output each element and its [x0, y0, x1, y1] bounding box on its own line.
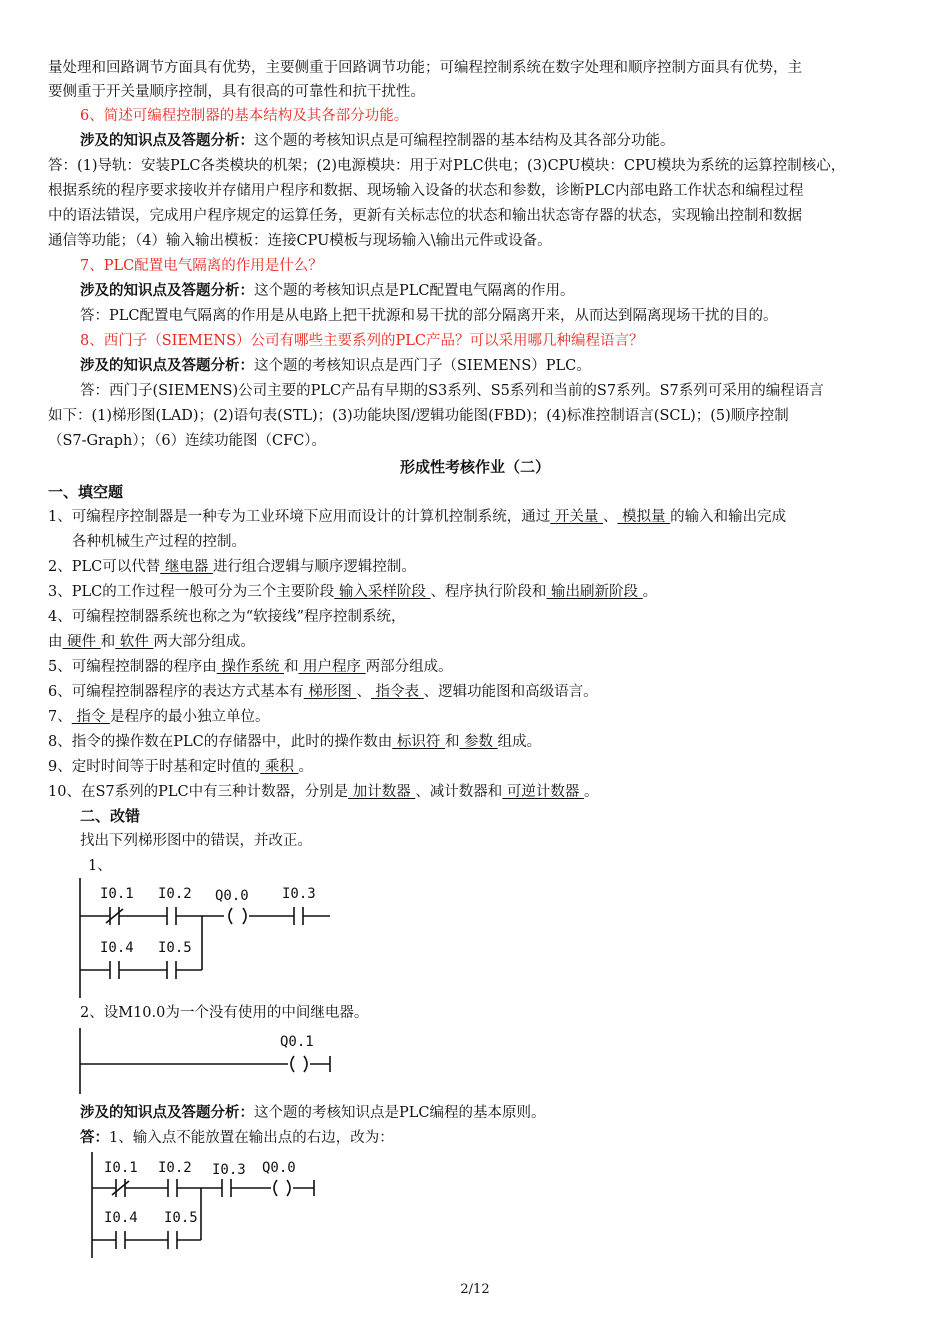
fill-item-5	[48, 657, 453, 677]
analysis-label: 涉及的知识点及答题分析：	[80, 132, 254, 149]
blank-answer: 梯形图	[303, 684, 357, 700]
blank-answer: 用户程序	[298, 659, 366, 675]
blank-answer: 参数	[459, 734, 498, 750]
item-text: 和	[100, 634, 116, 650]
ladder-diagram-2	[62, 1028, 352, 1096]
analysis-label: 涉及的知识点及答题分析：	[80, 357, 254, 374]
coil-label: Q0.0	[215, 888, 249, 904]
item-text: 组成。	[497, 734, 542, 750]
item-text: 、	[356, 684, 371, 700]
item-text: 进行组合逻辑与顺序逻辑控制。	[212, 559, 416, 575]
correction-heading: 二、改错	[80, 807, 141, 825]
item-text: 。	[584, 784, 599, 800]
answer-line: 答：西门子(SIEMENS)公司主要的PLC产品有早期的S3系列、S5系列和当前的S7系列。S7系列可采用的编程语言	[80, 383, 824, 399]
blank-answer: 乘积	[260, 759, 299, 775]
item-text: 、	[602, 509, 618, 525]
item-text: 。	[642, 584, 658, 600]
answer-line: 根据系统的程序要求接收并存储用户程序和数据、现场输入设备的状态和参数，诊断PLC内部电路工作状态和编程过程	[48, 183, 804, 199]
page-number: 2/12	[460, 1282, 490, 1297]
answer-line: 答：(1)导轨：安装PLC各类模块的机架；(2)电源模块：用于对PLC供电；(3)CPU模块：CPU模块为系统的运算控制核心，	[48, 158, 846, 174]
answer-line: （S7-Graph）；（6）连续功能图（CFC）。	[48, 433, 327, 449]
analysis-line	[80, 281, 574, 301]
question-7-title: 7、PLC配置电气隔离的作用是什么？	[80, 258, 323, 274]
fill-item-10	[48, 782, 599, 802]
answer-line	[80, 1128, 394, 1148]
blank-answer: 操作系统	[216, 659, 284, 675]
contact-label: I0.3	[282, 886, 316, 902]
fill-item-8	[48, 732, 541, 752]
contact-label: I0.4	[100, 940, 134, 956]
fill-item-4: 4、可编程控制器系统也称之为“软接线”程序控制系统，	[48, 609, 406, 625]
item-text: 、逻辑功能图和高级语言。	[423, 684, 598, 700]
ladder-diagram-3	[76, 1152, 336, 1262]
analysis-line	[80, 356, 591, 376]
analysis-text: 这个题的考核知识点是可编程控制器的基本结构及其各部分功能。	[254, 133, 675, 149]
answer-line: 中的语法错误，完成用户程序规定的运算任务，更新有关标志位的状态和输出状态寄存器的状态，实现输出控制和数据	[48, 208, 802, 224]
contact-label: I0.5	[164, 1210, 198, 1226]
contact-label: I0.5	[158, 940, 192, 956]
blank-answer: 指令	[71, 709, 110, 725]
fill-item-7	[48, 707, 269, 727]
contact-label: I0.1	[100, 886, 134, 902]
ladder-diagram-1	[60, 878, 360, 998]
item-text: 和	[283, 659, 299, 675]
contact-label: I0.2	[158, 886, 192, 902]
item-text: 的输入和输出完成	[670, 509, 787, 525]
fill-item-4-cont	[48, 632, 255, 652]
answer-line: 答：PLC配置电气隔离的作用是从电路上把干扰源和易干扰的部分隔离开来，从而达到隔离现场干扰的目的。	[80, 308, 778, 324]
fill-blank-heading: 一、填空题	[48, 483, 124, 501]
item-text: 2、PLC可以代替	[48, 559, 161, 575]
blank-answer: 输入采样阶段	[334, 584, 431, 600]
blank-answer: 开关量	[550, 509, 603, 525]
question-8-title: 8、西门子（SIEMENS）公司有哪些主要系列的PLC产品？可以采用哪几种编程语言？	[80, 333, 644, 349]
analysis-text: 这个题的考核知识点是西门子（SIEMENS）PLC。	[254, 358, 591, 374]
item-text: 1、可编程序控制器是一种专为工业环境下应用而设计的计算机控制系统，通过	[48, 509, 551, 525]
contact-label: I0.3	[212, 1162, 246, 1178]
analysis-line	[80, 131, 675, 151]
question-6-title: 6、简述可编程控制器的基本结构及其各部分功能。	[80, 108, 409, 124]
item-text: 。	[298, 759, 313, 775]
fill-item-2	[48, 557, 416, 577]
item-text: 、减计数器和	[415, 784, 503, 800]
item-text: 8、指令的操作数在PLC的存储器中，此时的操作数由	[48, 734, 393, 750]
blank-answer: 软件	[115, 634, 154, 650]
analysis-text: 这个题的考核知识点是PLC配置电气隔离的作用。	[254, 283, 575, 299]
blank-answer: 继电器	[160, 559, 213, 575]
item-text: 由	[48, 634, 63, 650]
section-title: 形成性考核作业（二）	[399, 458, 550, 476]
blank-answer: 硬件	[62, 634, 101, 650]
analysis-label: 涉及的知识点及答题分析：	[80, 282, 254, 299]
item-text: 、程序执行阶段和	[430, 584, 547, 600]
answer-label: 答：	[80, 1129, 109, 1146]
blank-answer: 加计数器	[348, 784, 416, 800]
analysis-label: 涉及的知识点及答题分析：	[80, 1104, 254, 1121]
problem-2-label: 2、设M10.0为一个没有使用的中间继电器。	[80, 1005, 369, 1021]
item-text: 7、	[48, 709, 72, 725]
item-text: 10、在S7系列的PLC中有三种计数器，分别是	[48, 784, 349, 800]
answer-text: 1、输入点不能放置在输出点的右边，改为：	[109, 1130, 394, 1146]
answer-line: 如下：(1)梯形图(LAD)；(2)语句表(STL)；(3)功能块图/逻辑功能图(FBD)；(4)标准控制语言(SCL)；(5)顺序控制	[48, 408, 789, 424]
contact-label: I0.2	[158, 1160, 192, 1176]
item-text: 是程序的最小独立单位。	[109, 709, 270, 725]
fill-item-1-cont: 各种机械生产过程的控制。	[72, 534, 246, 550]
blank-answer: 可逆计数器	[502, 784, 585, 800]
fill-item-6	[48, 682, 598, 702]
item-text: 5、可编程控制器的程序由	[48, 659, 217, 675]
item-text: 3、PLC的工作过程一般可分为三个主要阶段	[48, 584, 335, 600]
item-text: 和	[444, 734, 460, 750]
problem-1-label: 1、	[88, 858, 112, 874]
correction-intro: 找出下列梯形图中的错误，并改正。	[80, 833, 312, 849]
fill-item-3	[48, 582, 657, 602]
fill-item-9	[48, 757, 313, 777]
coil-label: Q0.1	[280, 1034, 314, 1050]
blank-answer: 输出刷新阶段	[546, 584, 643, 600]
paragraph-line: 要侧重于开关量顺序控制，具有很高的可靠性和抗干扰性。	[48, 84, 425, 100]
contact-label: I0.4	[104, 1210, 138, 1226]
contact-label: I0.1	[104, 1160, 138, 1176]
blank-answer: 指令表	[370, 684, 424, 700]
analysis-line	[80, 1103, 545, 1123]
blank-answer: 模拟量	[617, 509, 671, 525]
coil-label: Q0.0	[262, 1160, 296, 1176]
blank-answer: 标识符	[392, 734, 445, 750]
paragraph-line: 量处理和回路调节方面具有优势，主要侧重于回路调节功能；可编程控制系统在数字处理和顺序控制方面具有优势，主	[48, 60, 802, 76]
item-text: 两部分组成。	[365, 659, 453, 675]
analysis-text: 这个题的考核知识点是PLC编程的基本原则。	[254, 1105, 546, 1121]
fill-item-1	[48, 507, 786, 527]
item-text: 9、定时时间等于时基和定时值的	[48, 759, 261, 775]
item-text: 6、可编程控制器程序的表达方式基本有	[48, 684, 304, 700]
answer-line: 通信等功能；（4）输入输出模板：连接CPU模板与现场输入\输出元件或设备。	[48, 233, 552, 249]
item-text: 两大部分组成。	[153, 634, 255, 650]
